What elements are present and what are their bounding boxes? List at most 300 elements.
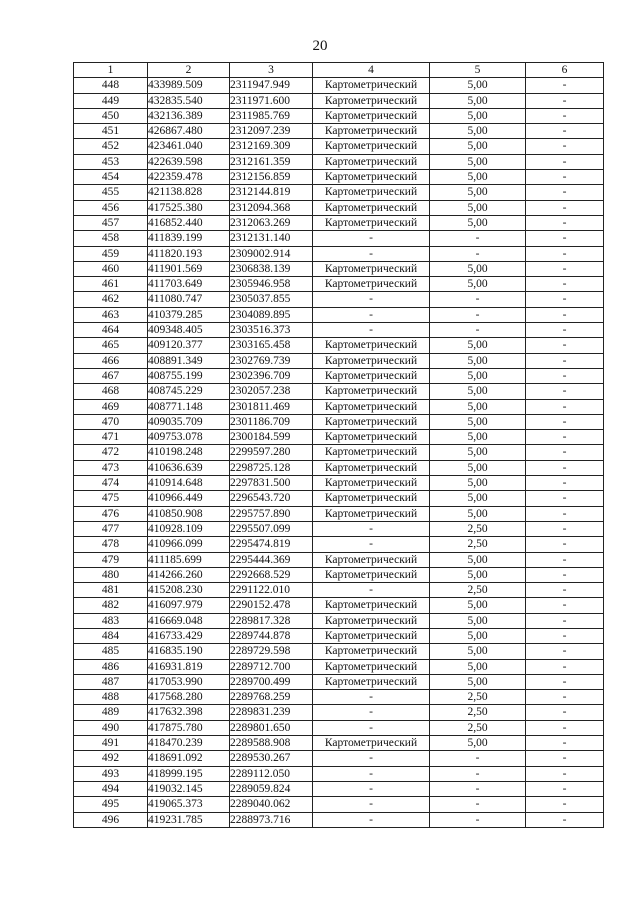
x-coordinate-cell: 416931.819 xyxy=(148,659,230,674)
method-cell: Картометрический xyxy=(313,506,430,521)
method-cell: - xyxy=(313,720,430,735)
point-number-cell: 473 xyxy=(74,460,148,475)
accuracy-cell: 2,50 xyxy=(430,690,526,705)
table-row xyxy=(74,644,604,659)
table-header xyxy=(74,63,604,78)
extra-cell: - xyxy=(526,261,604,276)
extra-cell: - xyxy=(526,460,604,475)
x-coordinate-cell: 418999.195 xyxy=(148,766,230,781)
x-coordinate-cell: 411820.193 xyxy=(148,246,230,261)
y-coordinate-cell: 2289831.239 xyxy=(230,705,313,720)
y-coordinate-cell: 2289700.499 xyxy=(230,674,313,689)
accuracy-cell: 2,50 xyxy=(430,583,526,598)
point-number-cell: 484 xyxy=(74,628,148,643)
method-cell: - xyxy=(313,246,430,261)
x-coordinate-cell: 417525.380 xyxy=(148,200,230,215)
method-cell: Картометрический xyxy=(313,460,430,475)
method-cell: Картометрический xyxy=(313,384,430,399)
accuracy-cell: - xyxy=(430,812,526,827)
point-number-cell: 471 xyxy=(74,430,148,445)
accuracy-cell: 2,50 xyxy=(430,720,526,735)
point-number-cell: 465 xyxy=(74,338,148,353)
point-number-cell: 453 xyxy=(74,154,148,169)
point-number-cell: 485 xyxy=(74,644,148,659)
accuracy-cell: 2,50 xyxy=(430,521,526,536)
table-row xyxy=(74,751,604,766)
extra-cell: - xyxy=(526,797,604,812)
extra-cell: - xyxy=(526,384,604,399)
y-coordinate-cell: 2289112.050 xyxy=(230,766,313,781)
method-cell: Картометрический xyxy=(313,200,430,215)
table-row xyxy=(74,124,604,139)
method-cell: Картометрический xyxy=(313,78,430,93)
method-cell: Картометрический xyxy=(313,368,430,383)
method-cell: Картометрический xyxy=(313,338,430,353)
header-row xyxy=(74,63,604,78)
table-row xyxy=(74,139,604,154)
accuracy-cell: 5,00 xyxy=(430,78,526,93)
y-coordinate-cell: 2302396.709 xyxy=(230,368,313,383)
method-cell: Картометрический xyxy=(313,736,430,751)
method-cell: Картометрический xyxy=(313,491,430,506)
method-cell: Картометрический xyxy=(313,430,430,445)
table-row xyxy=(74,812,604,827)
table-row xyxy=(74,736,604,751)
point-number-cell: 455 xyxy=(74,185,148,200)
y-coordinate-cell: 2303516.373 xyxy=(230,323,313,338)
table-row xyxy=(74,491,604,506)
point-number-cell: 475 xyxy=(74,491,148,506)
x-coordinate-cell: 432835.540 xyxy=(148,93,230,108)
accuracy-cell: 5,00 xyxy=(430,261,526,276)
accuracy-cell: - xyxy=(430,323,526,338)
x-coordinate-cell: 410914.648 xyxy=(148,476,230,491)
table-row xyxy=(74,261,604,276)
point-number-cell: 470 xyxy=(74,414,148,429)
point-number-cell: 492 xyxy=(74,751,148,766)
table-row xyxy=(74,170,604,185)
point-number-cell: 494 xyxy=(74,781,148,796)
table-row xyxy=(74,690,604,705)
method-cell: - xyxy=(313,231,430,246)
point-number-cell: 474 xyxy=(74,476,148,491)
table-row xyxy=(74,246,604,261)
x-coordinate-cell: 408745.229 xyxy=(148,384,230,399)
extra-cell: - xyxy=(526,613,604,628)
accuracy-cell: 5,00 xyxy=(430,506,526,521)
point-number-cell: 490 xyxy=(74,720,148,735)
accuracy-cell: 5,00 xyxy=(430,277,526,292)
y-coordinate-cell: 2312063.269 xyxy=(230,215,313,230)
y-coordinate-cell: 2301811.469 xyxy=(230,399,313,414)
method-cell: - xyxy=(313,307,430,322)
y-coordinate-cell: 2292668.529 xyxy=(230,567,313,582)
table-row xyxy=(74,583,604,598)
method-cell: Картометрический xyxy=(313,277,430,292)
method-cell: Картометрический xyxy=(313,445,430,460)
table-row xyxy=(74,552,604,567)
extra-cell: - xyxy=(526,812,604,827)
y-coordinate-cell: 2289040.062 xyxy=(230,797,313,812)
y-coordinate-cell: 2302769.739 xyxy=(230,353,313,368)
x-coordinate-cell: 422639.598 xyxy=(148,154,230,169)
method-cell: Картометрический xyxy=(313,124,430,139)
point-number-cell: 462 xyxy=(74,292,148,307)
extra-cell: - xyxy=(526,766,604,781)
extra-cell: - xyxy=(526,736,604,751)
method-cell: - xyxy=(313,797,430,812)
accuracy-cell: 5,00 xyxy=(430,93,526,108)
x-coordinate-cell: 433989.509 xyxy=(148,78,230,93)
method-cell: Картометрический xyxy=(313,628,430,643)
extra-cell: - xyxy=(526,323,604,338)
extra-cell: - xyxy=(526,154,604,169)
method-cell: Картометрический xyxy=(313,139,430,154)
accuracy-cell: 5,00 xyxy=(430,399,526,414)
table-row xyxy=(74,231,604,246)
extra-cell: - xyxy=(526,674,604,689)
accuracy-cell: 5,00 xyxy=(430,368,526,383)
extra-cell: - xyxy=(526,139,604,154)
point-number-cell: 495 xyxy=(74,797,148,812)
accuracy-cell: 5,00 xyxy=(430,476,526,491)
table-row xyxy=(74,185,604,200)
method-cell: Картометрический xyxy=(313,93,430,108)
x-coordinate-cell: 410928.109 xyxy=(148,521,230,536)
table-row xyxy=(74,215,604,230)
point-number-cell: 460 xyxy=(74,261,148,276)
x-coordinate-cell: 417875.780 xyxy=(148,720,230,735)
extra-cell: - xyxy=(526,124,604,139)
extra-cell: - xyxy=(526,430,604,445)
extra-cell: - xyxy=(526,690,604,705)
extra-cell: - xyxy=(526,598,604,613)
accuracy-cell: - xyxy=(430,797,526,812)
table-row xyxy=(74,323,604,338)
point-number-cell: 486 xyxy=(74,659,148,674)
column-header-1: 1 xyxy=(74,63,148,78)
accuracy-cell: 5,00 xyxy=(430,644,526,659)
y-coordinate-cell: 2306838.139 xyxy=(230,261,313,276)
extra-cell: - xyxy=(526,751,604,766)
y-coordinate-cell: 2288973.716 xyxy=(230,812,313,827)
method-cell: - xyxy=(313,705,430,720)
table-row xyxy=(74,460,604,475)
accuracy-cell: 5,00 xyxy=(430,414,526,429)
table-row xyxy=(74,781,604,796)
y-coordinate-cell: 2311971.600 xyxy=(230,93,313,108)
x-coordinate-cell: 417568.280 xyxy=(148,690,230,705)
y-coordinate-cell: 2289530.267 xyxy=(230,751,313,766)
y-coordinate-cell: 2302057.238 xyxy=(230,384,313,399)
method-cell: Картометрический xyxy=(313,353,430,368)
x-coordinate-cell: 411703.649 xyxy=(148,277,230,292)
table-row xyxy=(74,567,604,582)
extra-cell: - xyxy=(526,93,604,108)
table-row xyxy=(74,674,604,689)
x-coordinate-cell: 416097.979 xyxy=(148,598,230,613)
y-coordinate-cell: 2299597.280 xyxy=(230,445,313,460)
x-coordinate-cell: 410966.099 xyxy=(148,537,230,552)
accuracy-cell: 5,00 xyxy=(430,445,526,460)
column-header-6: 6 xyxy=(526,63,604,78)
x-coordinate-cell: 416733.429 xyxy=(148,628,230,643)
x-coordinate-cell: 411901.569 xyxy=(148,261,230,276)
method-cell: - xyxy=(313,292,430,307)
extra-cell: - xyxy=(526,445,604,460)
point-number-cell: 461 xyxy=(74,277,148,292)
extra-cell: - xyxy=(526,231,604,246)
y-coordinate-cell: 2311947.949 xyxy=(230,78,313,93)
point-number-cell: 452 xyxy=(74,139,148,154)
extra-cell: - xyxy=(526,659,604,674)
y-coordinate-cell: 2300184.599 xyxy=(230,430,313,445)
y-coordinate-cell: 2304089.895 xyxy=(230,307,313,322)
x-coordinate-cell: 410198.248 xyxy=(148,445,230,460)
point-number-cell: 493 xyxy=(74,766,148,781)
accuracy-cell: 2,50 xyxy=(430,537,526,552)
point-number-cell: 487 xyxy=(74,674,148,689)
method-cell: - xyxy=(313,583,430,598)
accuracy-cell: 5,00 xyxy=(430,185,526,200)
y-coordinate-cell: 2289817.328 xyxy=(230,613,313,628)
x-coordinate-cell: 410966.449 xyxy=(148,491,230,506)
y-coordinate-cell: 2305946.958 xyxy=(230,277,313,292)
y-coordinate-cell: 2298725.128 xyxy=(230,460,313,475)
y-coordinate-cell: 2295757.890 xyxy=(230,506,313,521)
extra-cell: - xyxy=(526,215,604,230)
table-row xyxy=(74,430,604,445)
x-coordinate-cell: 419065.373 xyxy=(148,797,230,812)
method-cell: - xyxy=(313,781,430,796)
table-row xyxy=(74,399,604,414)
point-number-cell: 481 xyxy=(74,583,148,598)
table-row xyxy=(74,368,604,383)
table-row xyxy=(74,292,604,307)
table-row xyxy=(74,613,604,628)
point-number-cell: 466 xyxy=(74,353,148,368)
point-number-cell: 478 xyxy=(74,537,148,552)
extra-cell: - xyxy=(526,506,604,521)
page-number: 20 xyxy=(312,38,328,54)
point-number-cell: 482 xyxy=(74,598,148,613)
extra-cell: - xyxy=(526,200,604,215)
x-coordinate-cell: 411185.699 xyxy=(148,552,230,567)
accuracy-cell: 5,00 xyxy=(430,338,526,353)
table-row xyxy=(74,476,604,491)
x-coordinate-cell: 415208.230 xyxy=(148,583,230,598)
x-coordinate-cell: 409348.405 xyxy=(148,323,230,338)
point-number-cell: 489 xyxy=(74,705,148,720)
method-cell: - xyxy=(313,521,430,536)
extra-cell: - xyxy=(526,552,604,567)
x-coordinate-cell: 409753.078 xyxy=(148,430,230,445)
point-number-cell: 449 xyxy=(74,93,148,108)
extra-cell: - xyxy=(526,628,604,643)
table-row xyxy=(74,338,604,353)
table-row xyxy=(74,598,604,613)
table-row xyxy=(74,521,604,536)
column-header-4: 4 xyxy=(313,63,430,78)
method-cell: Картометрический xyxy=(313,476,430,491)
method-cell: Картометрический xyxy=(313,399,430,414)
table-row xyxy=(74,200,604,215)
extra-cell: - xyxy=(526,521,604,536)
x-coordinate-cell: 417053.990 xyxy=(148,674,230,689)
table-row xyxy=(74,93,604,108)
table-row xyxy=(74,108,604,123)
extra-cell: - xyxy=(526,368,604,383)
point-number-cell: 476 xyxy=(74,506,148,521)
accuracy-cell: 5,00 xyxy=(430,353,526,368)
table-row xyxy=(74,154,604,169)
point-number-cell: 496 xyxy=(74,812,148,827)
accuracy-cell: 5,00 xyxy=(430,170,526,185)
y-coordinate-cell: 2312094.368 xyxy=(230,200,313,215)
y-coordinate-cell: 2289712.700 xyxy=(230,659,313,674)
table-row xyxy=(74,414,604,429)
extra-cell: - xyxy=(526,307,604,322)
point-number-cell: 468 xyxy=(74,384,148,399)
y-coordinate-cell: 2312131.140 xyxy=(230,231,313,246)
accuracy-cell: - xyxy=(430,781,526,796)
table-row xyxy=(74,766,604,781)
x-coordinate-cell: 408771.148 xyxy=(148,399,230,414)
method-cell: Картометрический xyxy=(313,552,430,567)
accuracy-cell: 5,00 xyxy=(430,659,526,674)
y-coordinate-cell: 2295507.099 xyxy=(230,521,313,536)
y-coordinate-cell: 2289059.824 xyxy=(230,781,313,796)
y-coordinate-cell: 2295444.369 xyxy=(230,552,313,567)
point-number-cell: 450 xyxy=(74,108,148,123)
extra-cell: - xyxy=(526,170,604,185)
y-coordinate-cell: 2296543.720 xyxy=(230,491,313,506)
method-cell: Картометрический xyxy=(313,108,430,123)
point-number-cell: 479 xyxy=(74,552,148,567)
y-coordinate-cell: 2291122.010 xyxy=(230,583,313,598)
y-coordinate-cell: 2305037.855 xyxy=(230,292,313,307)
y-coordinate-cell: 2297831.500 xyxy=(230,476,313,491)
table-row xyxy=(74,506,604,521)
extra-cell: - xyxy=(526,491,604,506)
point-number-cell: 491 xyxy=(74,736,148,751)
table-row xyxy=(74,797,604,812)
column-header-2: 2 xyxy=(148,63,230,78)
extra-cell: - xyxy=(526,476,604,491)
x-coordinate-cell: 417632.398 xyxy=(148,705,230,720)
x-coordinate-cell: 426867.480 xyxy=(148,124,230,139)
x-coordinate-cell: 410636.639 xyxy=(148,460,230,475)
y-coordinate-cell: 2312169.309 xyxy=(230,139,313,154)
accuracy-cell: 5,00 xyxy=(430,430,526,445)
y-coordinate-cell: 2312144.819 xyxy=(230,185,313,200)
y-coordinate-cell: 2289801.650 xyxy=(230,720,313,735)
table-row xyxy=(74,720,604,735)
y-coordinate-cell: 2303165.458 xyxy=(230,338,313,353)
y-coordinate-cell: 2301186.709 xyxy=(230,414,313,429)
x-coordinate-cell: 408755.199 xyxy=(148,368,230,383)
table-row xyxy=(74,705,604,720)
x-coordinate-cell: 408891.349 xyxy=(148,353,230,368)
accuracy-cell: 5,00 xyxy=(430,200,526,215)
method-cell: Картометрический xyxy=(313,674,430,689)
y-coordinate-cell: 2289768.259 xyxy=(230,690,313,705)
y-coordinate-cell: 2289588.908 xyxy=(230,736,313,751)
coordinates-table xyxy=(73,62,604,828)
method-cell: - xyxy=(313,751,430,766)
y-coordinate-cell: 2309002.914 xyxy=(230,246,313,261)
point-number-cell: 463 xyxy=(74,307,148,322)
method-cell: Картометрический xyxy=(313,154,430,169)
point-number-cell: 456 xyxy=(74,200,148,215)
point-number-cell: 454 xyxy=(74,170,148,185)
table-row xyxy=(74,78,604,93)
column-header-5: 5 xyxy=(430,63,526,78)
method-cell: - xyxy=(313,323,430,338)
accuracy-cell: 2,50 xyxy=(430,705,526,720)
accuracy-cell: 5,00 xyxy=(430,491,526,506)
point-number-cell: 448 xyxy=(74,78,148,93)
method-cell: - xyxy=(313,766,430,781)
method-cell: Картометрический xyxy=(313,644,430,659)
extra-cell: - xyxy=(526,399,604,414)
extra-cell: - xyxy=(526,414,604,429)
x-coordinate-cell: 414266.260 xyxy=(148,567,230,582)
y-coordinate-cell: 2295474.819 xyxy=(230,537,313,552)
accuracy-cell: 5,00 xyxy=(430,215,526,230)
table-row xyxy=(74,277,604,292)
x-coordinate-cell: 411080.747 xyxy=(148,292,230,307)
extra-cell: - xyxy=(526,537,604,552)
accuracy-cell: 5,00 xyxy=(430,139,526,154)
point-number-cell: 459 xyxy=(74,246,148,261)
table-row xyxy=(74,307,604,322)
y-coordinate-cell: 2290152.478 xyxy=(230,598,313,613)
x-coordinate-cell: 421138.828 xyxy=(148,185,230,200)
x-coordinate-cell: 419231.785 xyxy=(148,812,230,827)
accuracy-cell: 5,00 xyxy=(430,124,526,139)
x-coordinate-cell: 416669.048 xyxy=(148,613,230,628)
accuracy-cell: 5,00 xyxy=(430,598,526,613)
point-number-cell: 483 xyxy=(74,613,148,628)
extra-cell: - xyxy=(526,705,604,720)
point-number-cell: 458 xyxy=(74,231,148,246)
method-cell: - xyxy=(313,812,430,827)
extra-cell: - xyxy=(526,338,604,353)
table-row xyxy=(74,537,604,552)
extra-cell: - xyxy=(526,78,604,93)
y-coordinate-cell: 2312097.239 xyxy=(230,124,313,139)
x-coordinate-cell: 432136.389 xyxy=(148,108,230,123)
accuracy-cell: 5,00 xyxy=(430,736,526,751)
x-coordinate-cell: 423461.040 xyxy=(148,139,230,154)
method-cell: Картометрический xyxy=(313,659,430,674)
accuracy-cell: 5,00 xyxy=(430,613,526,628)
accuracy-cell: 5,00 xyxy=(430,674,526,689)
x-coordinate-cell: 418691.092 xyxy=(148,751,230,766)
x-coordinate-cell: 419032.145 xyxy=(148,781,230,796)
point-number-cell: 464 xyxy=(74,323,148,338)
accuracy-cell: - xyxy=(430,307,526,322)
extra-cell: - xyxy=(526,583,604,598)
accuracy-cell: 5,00 xyxy=(430,552,526,567)
x-coordinate-cell: 416852.440 xyxy=(148,215,230,230)
extra-cell: - xyxy=(526,567,604,582)
point-number-cell: 457 xyxy=(74,215,148,230)
x-coordinate-cell: 410850.908 xyxy=(148,506,230,521)
accuracy-cell: 5,00 xyxy=(430,108,526,123)
extra-cell: - xyxy=(526,353,604,368)
